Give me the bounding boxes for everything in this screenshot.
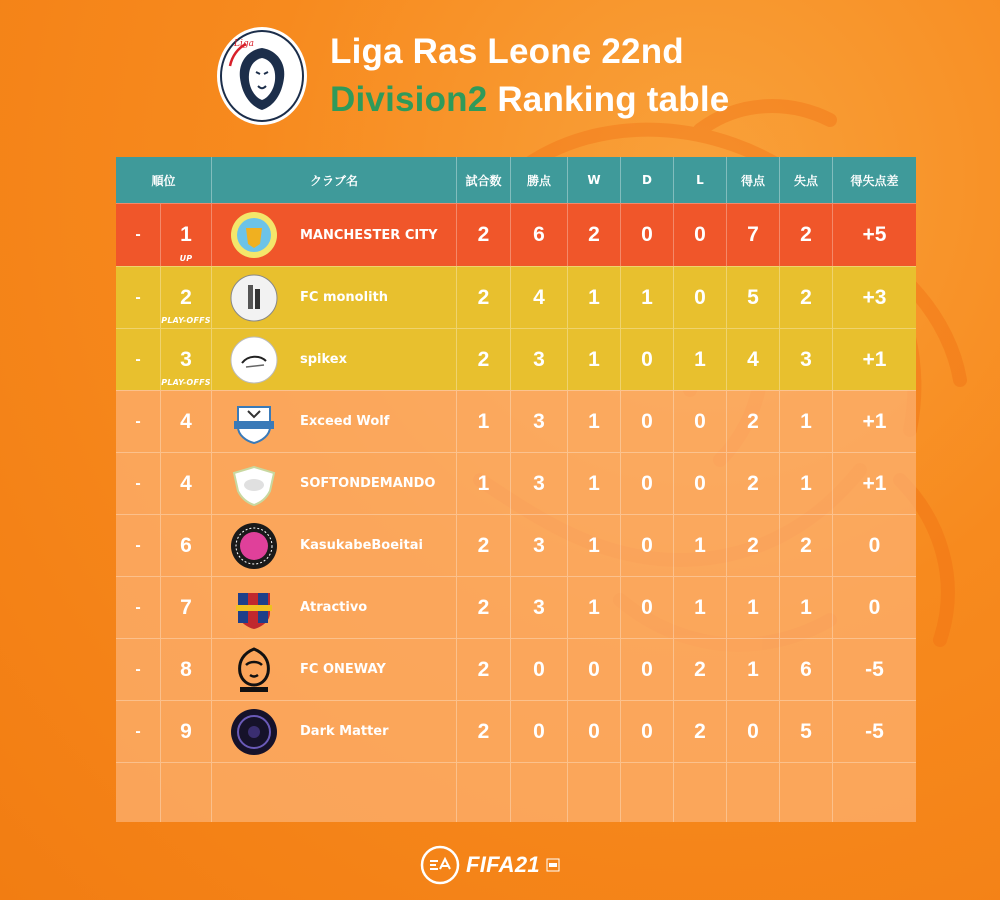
table-row-empty (116, 762, 916, 822)
rank-number: 2 (180, 285, 192, 309)
rank-note: UP (179, 254, 193, 263)
atractivo-emblem-icon (228, 583, 280, 633)
draws-value: 0 (621, 577, 674, 638)
col-goals-against: 失点 (780, 157, 833, 203)
rank-number: 3 (180, 347, 192, 371)
goals-against-value: 2 (780, 267, 833, 328)
rank-cell (161, 577, 212, 638)
empty-cell (674, 763, 727, 822)
draws-value: 0 (621, 639, 674, 700)
rank-movement: - (116, 267, 161, 328)
goals-against-value: 2 (780, 204, 833, 266)
losses-value: 0 (674, 204, 727, 266)
goal-diff-value: +1 (862, 347, 887, 371)
wins-value: 1 (568, 391, 621, 452)
col-goals-for: 得点 (727, 157, 780, 203)
dark-matter-emblem-icon (228, 707, 280, 757)
spikex-emblem-icon (228, 335, 280, 385)
points-value: 3 (511, 515, 568, 576)
club-name: Dark Matter (300, 724, 389, 739)
goals-against-value: 2 (780, 515, 833, 576)
draws-value: 1 (621, 267, 674, 328)
table-header-row (116, 157, 916, 203)
draws-value: 0 (621, 453, 674, 514)
played-value: 1 (457, 391, 511, 452)
rank-cell (161, 391, 212, 452)
points-value: 4 (511, 267, 568, 328)
title-line-1: Liga Ras Leone 22nd (330, 32, 684, 71)
rank-number: 9 (180, 719, 192, 743)
empty-cell (116, 763, 161, 822)
empty-cell (212, 763, 457, 822)
table-row (116, 266, 916, 328)
liga-ras-leone-logo (216, 26, 308, 126)
table-row (116, 328, 916, 390)
ranking-table (116, 157, 916, 822)
losses-value: 1 (674, 515, 727, 576)
goals-for-value: 5 (727, 267, 780, 328)
manchester-city-emblem-icon (228, 210, 280, 260)
losses-value: 1 (674, 329, 727, 390)
rank-number: 4 (180, 409, 192, 433)
page-header (0, 0, 1000, 150)
goals-for-value: 4 (727, 329, 780, 390)
points-value: 0 (511, 701, 568, 762)
empty-cell (621, 763, 674, 822)
club-name: Atractivo (300, 600, 368, 615)
losses-value: 0 (674, 453, 727, 514)
goal-diff-value: 0 (868, 595, 881, 619)
table-row (116, 638, 916, 700)
goal-diff-value: +3 (862, 285, 887, 309)
fc-oneway-emblem-icon (228, 645, 280, 695)
exceed-wolf-emblem-icon (228, 397, 280, 447)
kasukabe-emblem-icon (228, 521, 280, 571)
goal-diff-value: +1 (862, 471, 887, 495)
club-cell (212, 701, 457, 762)
table-row (116, 452, 916, 514)
col-losses: L (674, 157, 727, 203)
rank-movement: - (116, 453, 161, 514)
goals-against-value: 5 (780, 701, 833, 762)
goals-for-value: 7 (727, 204, 780, 266)
rank-note: PLAY-OFFS (161, 316, 211, 325)
losses-value: 0 (674, 391, 727, 452)
draws-value: 0 (621, 391, 674, 452)
wins-value: 0 (568, 701, 621, 762)
club-name: FC monolith (300, 290, 388, 305)
table-row (116, 576, 916, 638)
wins-value: 0 (568, 639, 621, 700)
rank-movement: - (116, 701, 161, 762)
goals-for-value: 0 (727, 701, 780, 762)
col-points: 勝点 (511, 157, 568, 203)
goals-against-value: 3 (780, 329, 833, 390)
rank-movement: - (116, 391, 161, 452)
goals-for-value: 2 (727, 391, 780, 452)
goal-diff-value: -5 (865, 657, 884, 681)
played-value: 2 (457, 267, 511, 328)
title-rest: Ranking table (487, 80, 730, 119)
points-value: 3 (511, 329, 568, 390)
fifa-brand: FIFA21 (466, 852, 540, 877)
club-cell (212, 577, 457, 638)
club-name: FC ONEWAY (300, 662, 386, 677)
rank-cell (161, 639, 212, 700)
table-row (116, 390, 916, 452)
losses-value: 1 (674, 577, 727, 638)
played-value: 2 (457, 639, 511, 700)
goals-for-value: 1 (727, 639, 780, 700)
club-cell (212, 329, 457, 390)
goals-against-value: 1 (780, 391, 833, 452)
table-row (116, 700, 916, 762)
division-label: Division2 (330, 80, 488, 119)
points-value: 6 (511, 204, 568, 266)
goals-against-value: 6 (780, 639, 833, 700)
goals-against-value: 1 (780, 453, 833, 514)
losses-value: 2 (674, 639, 727, 700)
col-rank: 順位 (116, 157, 212, 203)
rank-movement: - (116, 329, 161, 390)
trademark-icon (546, 858, 560, 872)
empty-cell (780, 763, 833, 822)
table-row (116, 514, 916, 576)
draws-value: 0 (621, 515, 674, 576)
points-value: 3 (511, 577, 568, 638)
rank-movement: - (116, 639, 161, 700)
wins-value: 1 (568, 453, 621, 514)
played-value: 2 (457, 329, 511, 390)
col-goal-diff: 得失点差 (850, 173, 899, 188)
empty-cell (833, 763, 916, 822)
col-wins: W (568, 157, 621, 203)
club-cell (212, 391, 457, 452)
rank-cell (161, 453, 212, 514)
rank-cell (161, 267, 212, 328)
club-cell (212, 639, 457, 700)
wins-value: 1 (568, 267, 621, 328)
empty-cell (727, 763, 780, 822)
empty-cell (511, 763, 568, 822)
goals-for-value: 2 (727, 515, 780, 576)
goals-against-value: 1 (780, 577, 833, 638)
played-value: 2 (457, 204, 511, 266)
wins-value: 1 (568, 577, 621, 638)
col-club: クラブ名 (212, 157, 457, 203)
fc-monolith-emblem-icon (228, 273, 280, 323)
club-cell (212, 515, 457, 576)
col-draws: D (621, 157, 674, 203)
club-cell (212, 267, 457, 328)
club-name: SOFTONDEMANDO (300, 476, 436, 491)
draws-value: 0 (621, 701, 674, 762)
goal-diff-value: -5 (865, 719, 884, 743)
col-played: 試合数 (457, 157, 511, 203)
draws-value: 0 (621, 204, 674, 266)
fifa-footer (420, 845, 560, 885)
rank-number: 4 (180, 471, 192, 495)
rank-movement: - (116, 577, 161, 638)
rank-number: 6 (180, 533, 192, 557)
empty-cell (568, 763, 621, 822)
goal-diff-value: 0 (868, 533, 881, 557)
logo-lettering: Liga (234, 39, 254, 49)
wins-value: 2 (568, 204, 621, 266)
wins-value: 1 (568, 515, 621, 576)
losses-value: 2 (674, 701, 727, 762)
rank-cell (161, 204, 212, 266)
points-value: 3 (511, 391, 568, 452)
points-value: 3 (511, 453, 568, 514)
played-value: 2 (457, 515, 511, 576)
rank-cell (161, 329, 212, 390)
ea-sports-icon (420, 845, 460, 885)
rank-number: 7 (180, 595, 192, 619)
rank-note: PLAY-OFFS (161, 378, 211, 387)
empty-cell (161, 763, 212, 822)
club-name: KasukabeBoeitai (300, 538, 423, 553)
goal-diff-value: +5 (862, 223, 887, 246)
played-value: 2 (457, 577, 511, 638)
club-name: MANCHESTER CITY (300, 227, 438, 243)
title-line-2 (330, 80, 729, 120)
goal-diff-value: +1 (862, 409, 887, 433)
rank-cell (161, 701, 212, 762)
played-value: 2 (457, 701, 511, 762)
goals-for-value: 2 (727, 453, 780, 514)
softondemando-emblem-icon (228, 459, 280, 509)
club-name: spikex (300, 352, 347, 367)
points-value: 0 (511, 639, 568, 700)
rank-movement: - (116, 204, 161, 266)
rank-cell (161, 515, 212, 576)
draws-value: 0 (621, 329, 674, 390)
goals-for-value: 1 (727, 577, 780, 638)
empty-cell (457, 763, 511, 822)
wins-value: 1 (568, 329, 621, 390)
rank-movement: - (116, 515, 161, 576)
losses-value: 0 (674, 267, 727, 328)
played-value: 1 (457, 453, 511, 514)
rank-number: 8 (180, 657, 192, 681)
club-name: Exceed Wolf (300, 414, 390, 429)
rank-number: 1 (180, 223, 192, 246)
club-cell (212, 453, 457, 514)
club-cell (212, 204, 457, 266)
table-row (116, 203, 916, 266)
